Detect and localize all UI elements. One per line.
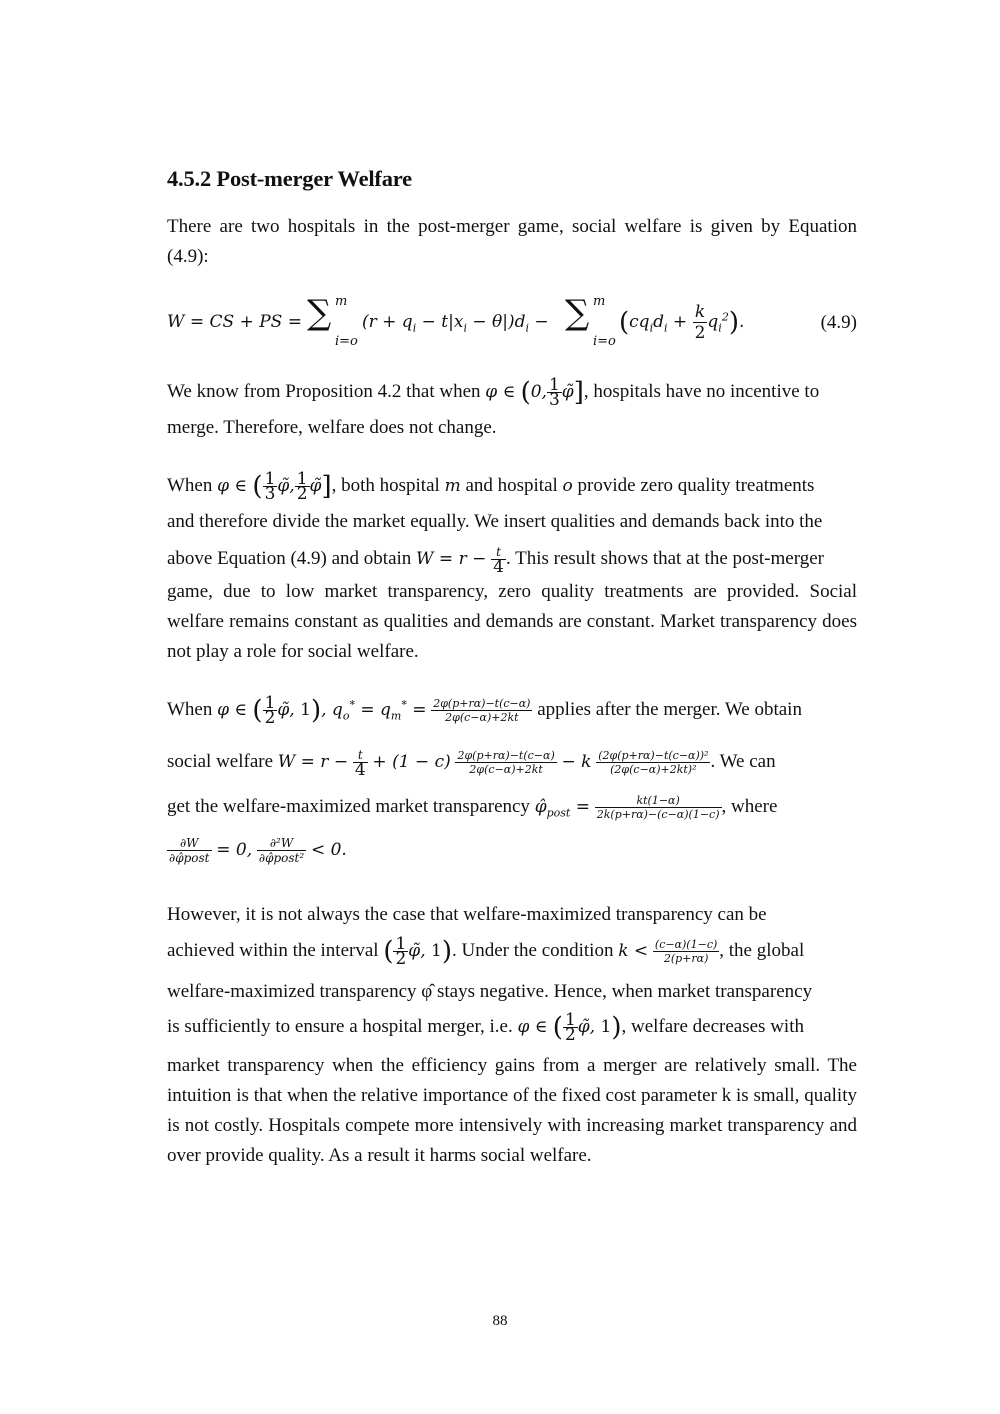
para3-text-b: , both hospital (331, 475, 445, 496)
para4-text-b: applies after the merger. We obtain (532, 699, 802, 720)
frac-t-4-b: $\frac{t}{4}$ (354, 748, 366, 780)
sum-lower-2: i=o (593, 334, 616, 349)
interval-half-one-c: φ ∈ ( $\frac{1}{2}$ φ̃, 1) (517, 1010, 622, 1045)
equation-number: (4.9) (820, 312, 857, 333)
paragraph-5-line-2 (167, 934, 857, 969)
eq-term2: ($cq_id_i$ + $\frac{k}{2}$ $q_i^2$). (619, 302, 745, 343)
sum-lower-1: i=o (335, 334, 358, 349)
paragraph-2-line-1 (167, 375, 857, 410)
para3-text-a: When (167, 475, 218, 496)
eq-w-r-2: W = r − (277, 751, 349, 772)
para4-line2-a: social welfare (167, 750, 278, 772)
equation-4-9 (167, 293, 857, 356)
para3-text-d: provide zero quality treatments (572, 475, 815, 496)
para5-line2-a: achieved within the interval (167, 940, 384, 961)
para4-line3-a: get the welfare-maximized market transparency (167, 795, 535, 817)
sum-upper-1: m (335, 294, 348, 309)
interval-half-one-b: ( $\frac{1}{2}$ φ̃, 1) (383, 934, 452, 969)
interval-0-third: φ ∈ (0, $\frac{1}{3}$ φ̃] (485, 375, 584, 410)
paragraph-3-line-1 (167, 469, 857, 504)
sigma-symbol-2: ∑ (565, 293, 590, 333)
sigma-symbol-1: ∑ (307, 293, 332, 333)
frac-quality: $\frac{2\varphi(p+r\alpha)-t(c-\alpha)}{2\varphi(c-\alpha)+2kt}$ (433, 697, 531, 725)
eq-one-minus-c: + (1 − c) (372, 751, 451, 772)
interval-third-half: φ ∈ ( $\frac{1}{3}$ φ̃, $\frac{1}{2}$ φ̃] (217, 469, 332, 504)
eq-k-less: k < (618, 941, 649, 961)
interval-half-one: φ ∈ ( $\frac{1}{2}$ φ̃, 1), $q_o^* = q_m^*$ = (217, 693, 427, 728)
eq-sum-1 (307, 293, 358, 349)
eq-less-zero: < 0. (310, 839, 347, 860)
para5-line4-b: , welfare decreases with (621, 1016, 804, 1037)
paragraph-5-line-1: However, it is not always the case that welfare-maximized transparency can be (167, 904, 767, 925)
eq-zero: = 0, (216, 839, 253, 860)
para2-text-a: We know from Proposition 4.2 that when (167, 381, 486, 402)
paragraph-4-line-4 (167, 836, 857, 865)
para5-line4-a: is sufficiently to ensure a hospital merger, i.e. (167, 1016, 518, 1037)
frac-welfare-2: $\frac{2\varphi(p+r\alpha)-t(c-\alpha)}{2\varphi(c-\alpha)+2kt}$ (457, 749, 555, 776)
sum-upper-2: m (593, 294, 606, 309)
eq-minus-k: − k (561, 751, 592, 772)
frac-welfare-3: $\frac{\text{(2φ(p+rα)−t(c−α))²}}{\text{(2φ(c−α)+2kt)²}}$ (598, 749, 709, 776)
hospital-o: o (562, 476, 573, 496)
para3-line3-b: . This result shows that at the post-merger (505, 547, 824, 569)
paragraph-5-rest: market transparency when the efficiency gains from a merger are relatively small. The intuition is that when the relative importance of the fixed cost parameter k is small, quality is not costly. Hospitals compete more intensively with increasing market transparency and over provide quality. As a result it harms social welfare. (167, 1055, 857, 1166)
para5-line2-c: , the global (719, 940, 805, 961)
hospital-m: m (444, 476, 461, 496)
phi-post-eq: $\varphî_{post}$ = (534, 796, 590, 820)
section-heading: 4.5.2 Post-merger Welfare (167, 166, 412, 191)
para5-line2-b: . Under the condition (452, 940, 619, 961)
paragraph-5-line-3: welfare-maximized transparency φ̂ stays negative. Hence, when market transparency (167, 981, 813, 1002)
page-number: 88 (492, 1313, 508, 1329)
para4-line3-b: , where (721, 795, 778, 817)
paragraph-3-line-3 (167, 545, 857, 577)
paragraph-4-line-2 (167, 748, 857, 780)
paragraph-3-line-2: and therefore divide the market equally. We insert qualities and demands back into the (167, 511, 823, 532)
frac-k-condition: $\frac{(c-\alpha)(1-c)}{2(p+r\alpha)}$ (654, 938, 718, 966)
frac-phi-post: $\frac{kt(1-\alpha)}{2k(p+r\alpha)-(c-\alpha)(1-c)}$ (596, 794, 720, 821)
paragraph-5-line-4 (167, 1010, 857, 1045)
para4-line2-b: . We can (710, 750, 776, 772)
frac-d2w-dphi2: $\frac{\text{∂²W}}{\text{∂φ̂post²}}$ (258, 836, 305, 865)
para2-text-b: , hospitals have no incentive to (583, 381, 820, 402)
eq-term1: $(r + q_i - t|x_i - \theta|)d_i$ − (362, 312, 549, 335)
eq-lhs: W = CS + PS = (167, 312, 302, 332)
frac-dw-dphi: $\frac{\partial W}{\text{∂φ̂post}}$ (169, 836, 210, 865)
paragraph-4-line-3 (167, 794, 857, 821)
para4-text-a: When (167, 699, 218, 720)
paragraph-4-line-1 (167, 693, 857, 728)
eq-sum-2 (565, 293, 616, 349)
para3-text-c: and hospital (460, 475, 563, 496)
eq-w-r: W = r − (416, 548, 487, 569)
paragraph-2-line-2: merge. Therefore, welfare does not change. (167, 417, 497, 438)
paragraph-3-rest: game, due to low market transparency, zero quality treatments are provided. Social welfare remains constant as qualities and demands are constant. Market transparency does not play a role for social welfare. (167, 581, 857, 662)
para3-line3-a: above Equation (4.9) and obtain (167, 547, 417, 569)
frac-t-4: $\frac{t}{4}$ (493, 545, 504, 577)
paragraph-intro: There are two hospitals in the post-merger game, social welfare is given by Equation (4.9): (167, 216, 857, 267)
